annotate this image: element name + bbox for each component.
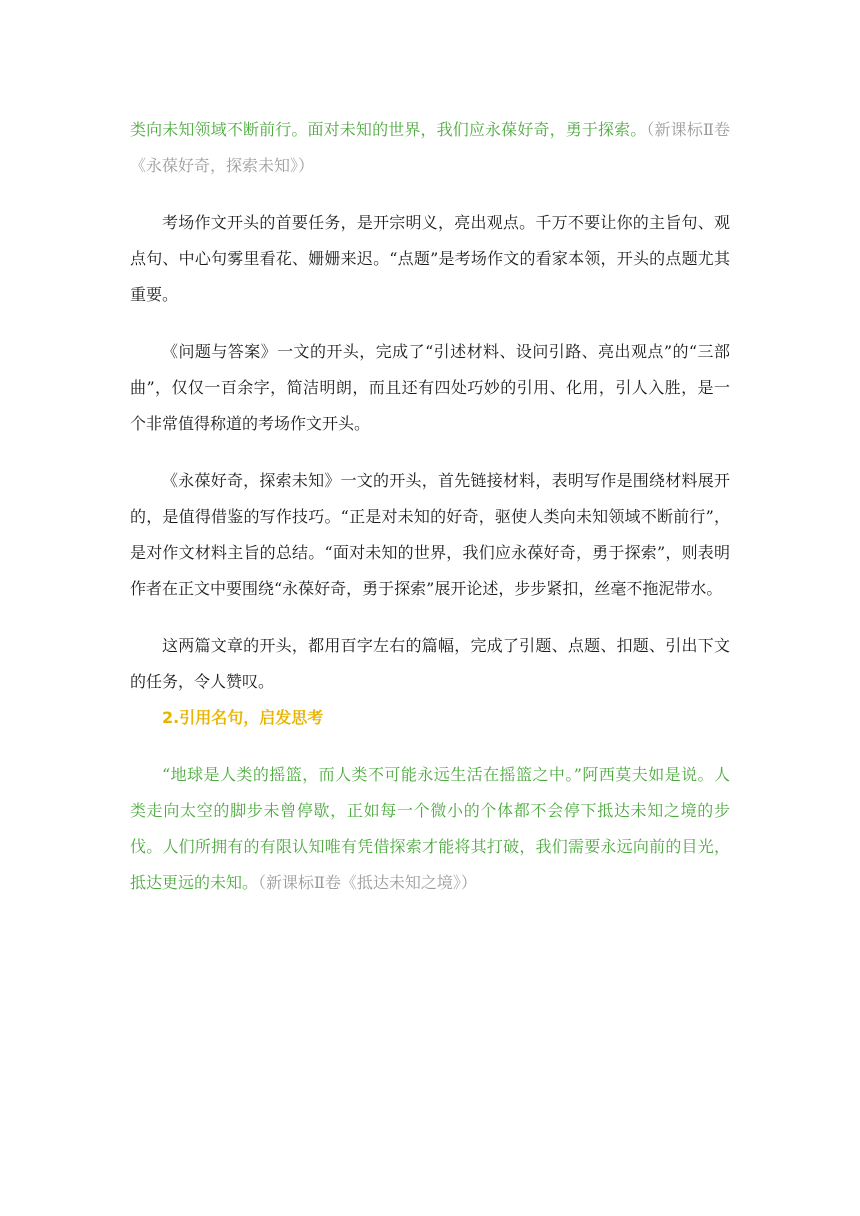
body-paragraph-4: 这两篇文章的开头，都用百字左右的篇幅，完成了引题、点题、扣题、引出下文的任务，令人赞叹。 [130,636,730,691]
document-page [130,112,730,901]
example-quote-text-2: “地球是人类的摇篮，而人类不可能永远生活在摇篮之中。”阿西莫夫如是说。人类走向太空的脚步未曾停歇，正如每一个微小的个体都不会停下抵达未知之境的步伐。人们所拥有的有限认知唯有凭借探索才能将其打破，我们需要永远向前的目光，抵达更远的未知。 [130,765,730,892]
example-source-2: （新课标Ⅱ卷《抵达未知之境》） [258,873,477,892]
section-heading: 2.引用名句，启发思考 [162,708,324,727]
example-quote-paragraph-2 [130,757,730,901]
example-quote-paragraph [130,112,730,184]
example-quote-text: 类向未知领域不断前行。面对未知的世界，我们应永葆好奇，勇于探索。 [130,120,647,139]
example-source: （新课标Ⅱ卷《永葆好奇，探索未知》） [130,120,730,175]
body-paragraph-1: 考场作文开头的首要任务，是开宗明义，亮出观点。千万不要让你的主旨句、观点句、中心句雾里看花、姗姗来迟。“点题”是考场作文的看家本领，开头的点题尤其重要。 [130,213,730,304]
body-paragraph-3: 《永葆好奇，探索未知》一文的开头，首先链接材料，表明写作是围绕材料展开的，是值得借鉴的写作技巧。“正是对未知的好奇，驱使人类向未知领域不断前行”，是对作文材料主旨的总结。“面对未知的世界，我们应永葆好奇，勇于探索”，则表明作者在正文中要围绕“永葆好奇，勇于探索”展开论述，步步紧扣，丝毫不拖泥带水。 [130,471,730,598]
body-paragraph-2: 《问题与答案》一文的开头，完成了“引述材料、设问引路、亮出观点”的“三部曲”，仅仅一百余字，简洁明朗，而且还有四处巧妙的引用、化用，引人入胜，是一个非常值得称道的考场作文开头。 [130,342,730,433]
